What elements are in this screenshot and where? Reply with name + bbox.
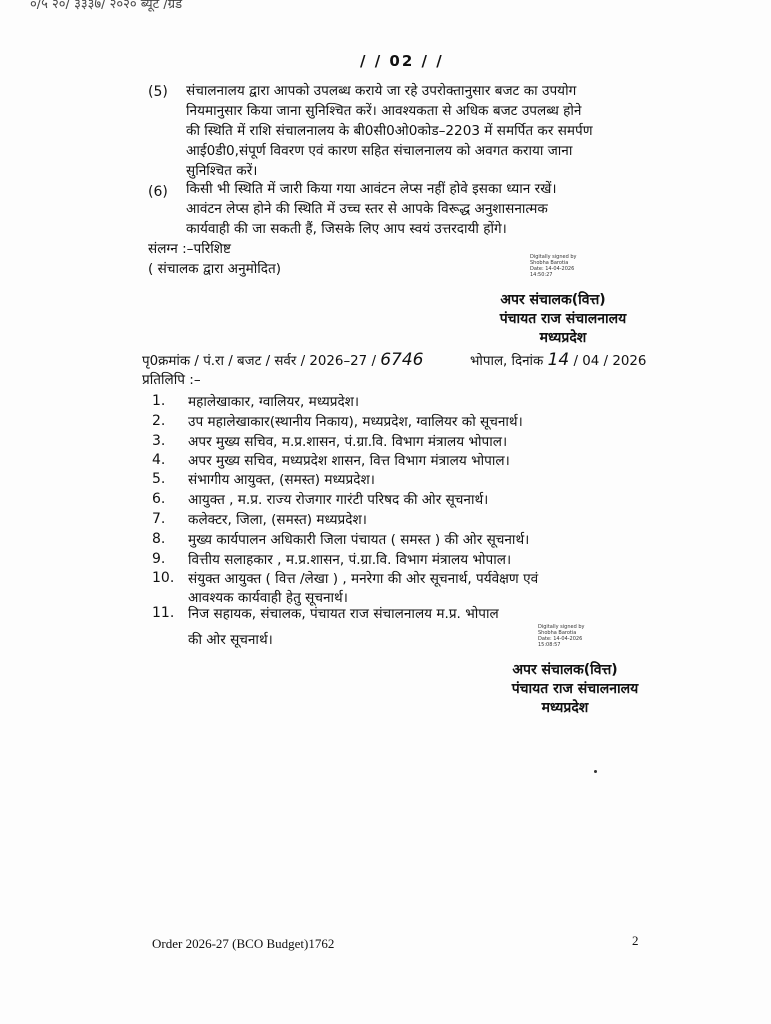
footer-order-ref: Order 2026-27 (BCO Budget)1762 — [152, 936, 335, 951]
copy-item-number: 1. — [152, 393, 166, 409]
copy-heading: प्रतिलिपि :– — [142, 372, 201, 388]
copy-item-number: 3. — [152, 433, 166, 449]
para-5-line: आई0डी0,संपूर्ण विवरण एवं कारण सहित संचालनालय को अवगत कराया जाना — [186, 143, 573, 159]
para-5-line: सुनिश्चित करें। — [186, 163, 258, 179]
copy-item-text: उप महालेखाकार(स्थानीय निकाय), मध्यप्रदेश, ग्वालियर को सूचनार्थ। — [188, 414, 523, 430]
footer-page-number: 2 — [632, 933, 639, 948]
copy-item-text: मुख्य कार्यपालन अधिकारी जिला पंचायत ( समस्त ) की ओर सूचनार्थ। — [188, 532, 530, 548]
copy-item-number: 8. — [152, 531, 166, 547]
copy-item-text: अपर मुख्य सचिव, म.प्र.शासन, पं.ग्रा.वि. विभाग मंत्रालय भोपाल। — [188, 434, 508, 450]
copy-item-text: की ओर सूचनार्थ। — [188, 632, 273, 648]
cut-header-text: ०/५ २०/ ३३३७/ २०२० ब्यूट /ग्रड — [30, 0, 183, 12]
place-date-prefix: भोपाल, दिनांक — [470, 354, 544, 369]
copy-item-text: आवश्यक कार्यवाही हेतु सूचनार्थ। — [188, 590, 348, 606]
para-5-line: की स्थिति में राशि संचालनालय के बी0सी0ओ0कोड–2203 में समर्पित कर समर्पण — [186, 123, 593, 139]
signatory-title: अपर संचालक(वित्त) — [500, 292, 606, 308]
copy-item-number: 5. — [152, 471, 166, 487]
copy-item-text: संभागीय आयुक्त, (समस्त) मध्यप्रदेश। — [188, 472, 375, 488]
digital-signature-stamp — [530, 254, 576, 278]
signatory-office: पंचायत राज संचालनालय — [499, 311, 627, 327]
handwritten-day: 14 — [547, 350, 570, 370]
para-6-line: कार्यवाही की जा सकती हैं, जिसके लिए आप स्वयं उत्तरदायी होंगे। — [186, 221, 507, 237]
para-5-number: (5) — [148, 84, 168, 100]
copy-item-text: महालेखाकार, ग्वालियर, मध्यप्रदेश। — [188, 394, 360, 410]
copy-item-number: 7. — [152, 511, 166, 527]
handwritten-dispatch-number: 6746 — [380, 350, 424, 370]
copy-item-text: वित्तीय सलाहकार , म.प्र.शासन, पं.ग्रा.वि. विभाग मंत्रालय भोपाल। — [188, 552, 512, 568]
copy-item-number: 10. — [152, 570, 175, 586]
para-5-line: संचालनालय द्वारा आपको उपलब्ध कराये जा रहे उपरोक्तानुसार बजट का उपयोग — [186, 83, 577, 99]
copy-item-text: अपर मुख्य सचिव, मध्यप्रदेश शासन, वित्त विभाग मंत्रालय भोपाल। — [188, 453, 510, 469]
copy-item-text: कलेक्टर, जिला, (समस्त) मध्यप्रदेश। — [188, 512, 367, 528]
stray-mark — [594, 770, 597, 773]
copy-item-number: 9. — [152, 551, 166, 567]
signatory-title: अपर संचालक(वित्त) — [512, 662, 618, 678]
digital-signature-stamp — [538, 624, 584, 648]
date-suffix: / 04 / 2026 — [573, 354, 647, 369]
approval-note: ( संचालक द्वारा अनुमोदित) — [148, 261, 282, 277]
copy-item-number: 2. — [152, 413, 166, 429]
dsig-line: Date: 14-04-2026 — [530, 266, 575, 272]
para-6-line: किसी भी स्थिति में जारी किया गया आवंटन लेप्स नहीं होवे इसका ध्यान रखें। — [186, 181, 557, 197]
copy-item-text: आयुक्त , म.प्र. राज्य रोजगार गारंटी परिषद की ओर सूचनार्थ। — [188, 492, 489, 508]
copy-item-number: 4. — [152, 452, 166, 468]
copy-item-number: 11. — [152, 605, 175, 621]
dsig-line: 15:08:57 — [538, 642, 561, 648]
para-5-line: नियमानुसार किया जाना सुनिश्चित करें। आवश्यकता से अधिक बजट उपलब्ध होने — [186, 103, 582, 119]
signatory-state: मध्यप्रदेश — [539, 330, 587, 346]
dsig-line: Shobha Barotia — [538, 630, 577, 636]
reference-number-line — [142, 350, 424, 370]
copy-item-text: संयुक्त आयुक्त ( वित्त /लेखा ) , मनरेगा की ओर सूचनार्थ, पर्यवेक्षण एवं — [188, 571, 539, 587]
place-date-line — [470, 350, 646, 370]
dsig-line: 14:50:27 — [530, 272, 553, 278]
enclosure-label: संलग्न :–परिशिष्ट — [148, 241, 231, 257]
dsig-line: Date: 14-04-2026 — [538, 636, 583, 642]
copy-item-text: निज सहायक, संचालक, पंचायत राज संचालनालय म.प्र. भोपाल — [188, 606, 499, 622]
signatory-office: पंचायत राज संचालनालय — [511, 681, 639, 697]
para-6-line: आवंटन लेप्स होने की स्थिति में उच्च स्तर से आपके विरूद्ध अनुशासनात्मक — [186, 201, 548, 217]
signatory-state: मध्यप्रदेश — [541, 700, 589, 716]
dsig-line: Digitally signed by — [538, 624, 585, 630]
para-6-number: (6) — [148, 184, 168, 200]
page-number-marker: / / 02 / / — [360, 52, 444, 70]
copy-item-number: 6. — [152, 491, 166, 507]
dsig-line: Digitally signed by — [530, 254, 577, 260]
dsig-line: Shobha Barotia — [530, 260, 569, 266]
reference-prefix: पृ0क्रमांक / पं.रा / बजट / सर्वर / 2026–27 / — [142, 354, 376, 369]
